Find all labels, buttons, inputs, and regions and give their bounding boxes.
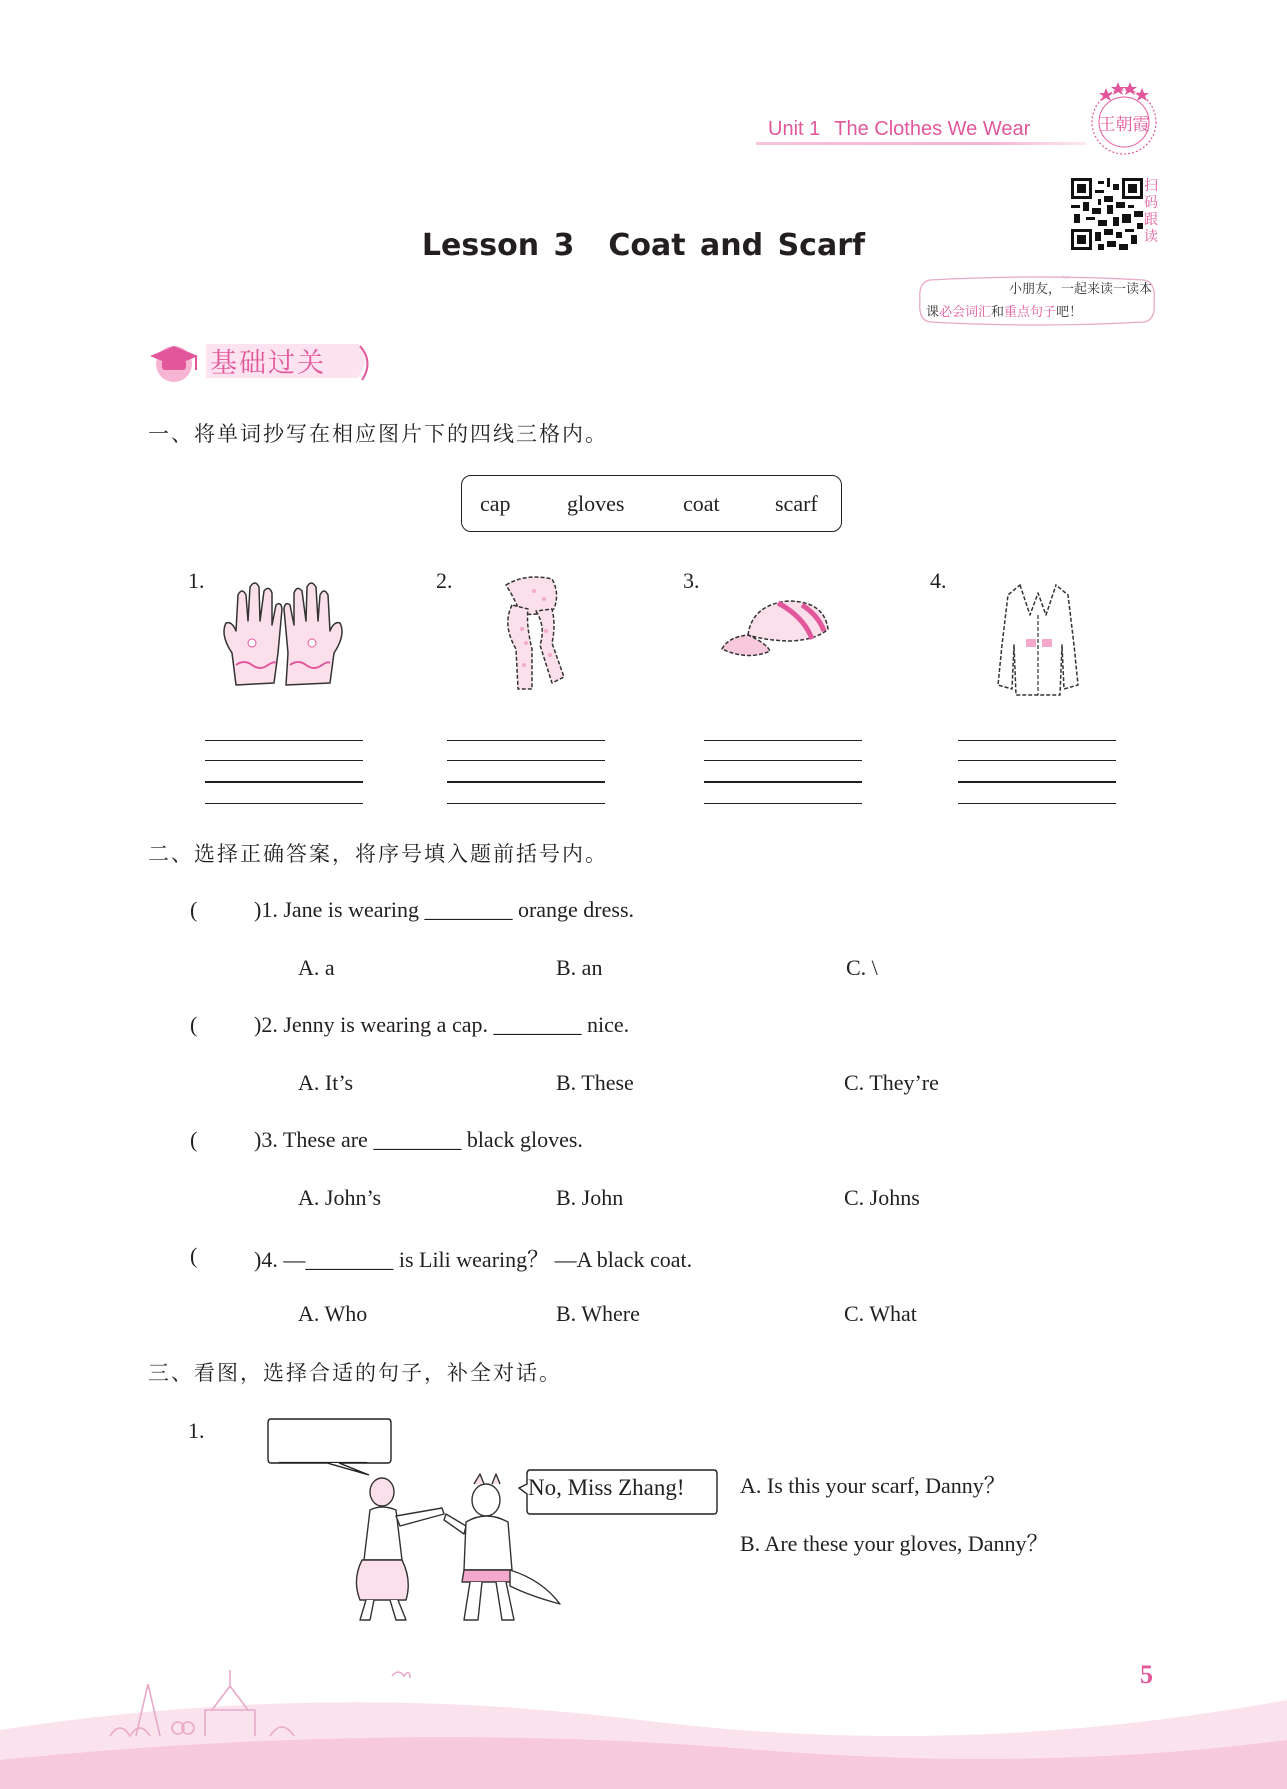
tip-line1: 小朋友，一起来读一读本 (1008, 282, 1152, 297)
page-number: 5 (1140, 1660, 1153, 1689)
lesson-number: Lesson 3 (421, 228, 575, 263)
lesson-name: Coat and Scarf (608, 228, 866, 263)
word-gloves: gloves (567, 491, 625, 516)
item-number: 1. (188, 568, 205, 593)
cap-picture (708, 565, 848, 695)
question-text: )2. Jenny is wearing a cap. ________ nice. (254, 1012, 630, 1037)
qr-caption-char: 扫 (1144, 178, 1158, 194)
item-number: 3. (683, 568, 700, 593)
publisher-logo (1084, 78, 1164, 158)
option-c[interactable]: C. What (844, 1301, 917, 1326)
item-number: 1. (188, 1418, 205, 1443)
option-c[interactable]: C. \ (846, 955, 878, 980)
teacher-and-dinosaur-picture (346, 1470, 566, 1630)
scarf-picture (456, 565, 596, 695)
tip-text: 吧！ (1056, 305, 1083, 320)
reply-text: No, Miss Zhang! (528, 1475, 685, 1500)
q3-option-a[interactable]: A. Is this your scarf, Danny？ (740, 1473, 1006, 1498)
q3-option-b[interactable]: B. Are these your gloves, Danny？ (740, 1531, 1049, 1556)
option-a[interactable]: A. John’s (298, 1185, 382, 1210)
tip-text: 和 (991, 305, 1005, 320)
option-c[interactable]: C. Johns (844, 1185, 920, 1210)
header-rule (756, 142, 1086, 145)
answer-paren[interactable]: ( (190, 1243, 198, 1268)
option-b[interactable]: B. Where (556, 1301, 640, 1326)
item-number: 4. (930, 568, 947, 593)
answer-paren[interactable]: ( (190, 897, 198, 922)
option-a[interactable]: A. Who (298, 1301, 368, 1326)
lesson-title (0, 228, 1287, 263)
tip-line2 (926, 301, 1152, 324)
option-b[interactable]: B. an (556, 955, 603, 980)
word-cap: cap (480, 491, 511, 516)
gloves-picture (212, 565, 352, 695)
unit-title: The Clothes We Wear (834, 118, 1031, 140)
word-bank (461, 475, 842, 532)
footer-decoration (0, 1640, 1287, 1789)
item-number: 2. (436, 568, 453, 593)
header-unit-title (768, 118, 1030, 141)
tip-highlight: 必会词汇 (939, 305, 992, 320)
reading-tip-text (926, 278, 1152, 324)
option-a[interactable]: A. a (298, 955, 335, 980)
tip-text: 课 (926, 305, 940, 320)
tip-highlight: 重点句子 (1004, 305, 1057, 320)
question-text: )3. These are ________ black gloves. (254, 1127, 583, 1152)
section-label: 基础过关 (210, 348, 326, 379)
logo-text: 王朝霞 (1098, 115, 1150, 135)
q2-heading: 二、选择正确答案，将序号填入题前括号内。 (148, 842, 608, 866)
qr-caption-char: 跟 (1144, 212, 1158, 228)
answer-paren[interactable]: ( (190, 1012, 198, 1037)
option-b[interactable]: B. These (556, 1070, 634, 1095)
word-scarf: scarf (775, 491, 818, 516)
writing-lines[interactable] (958, 738, 1116, 808)
unit-label: Unit 1 (768, 118, 821, 140)
writing-lines[interactable] (447, 738, 605, 808)
option-a[interactable]: A. It’s (298, 1070, 353, 1095)
writing-lines[interactable] (205, 738, 363, 808)
q1-heading: 一、将单词抄写在相应图片下的四线三格内。 (148, 422, 608, 446)
option-c[interactable]: C. They’re (844, 1070, 939, 1095)
coat-picture (968, 575, 1108, 705)
question-text: )4. —________ is Lili wearing？ —A black coat. (254, 1247, 693, 1272)
q3-heading: 三、看图，选择合适的句子，补全对话。 (148, 1361, 562, 1385)
answer-blank[interactable]: ________ (279, 1440, 367, 1465)
option-b[interactable]: B. John (556, 1185, 624, 1210)
word-coat: coat (683, 491, 720, 516)
qr-caption-char: 码 (1144, 195, 1158, 211)
qr-caption-char: 读 (1144, 229, 1158, 245)
writing-lines[interactable] (704, 738, 862, 808)
question-text: )1. Jane is wearing ________ orange dress. (254, 897, 635, 922)
answer-paren[interactable]: ( (190, 1127, 198, 1152)
